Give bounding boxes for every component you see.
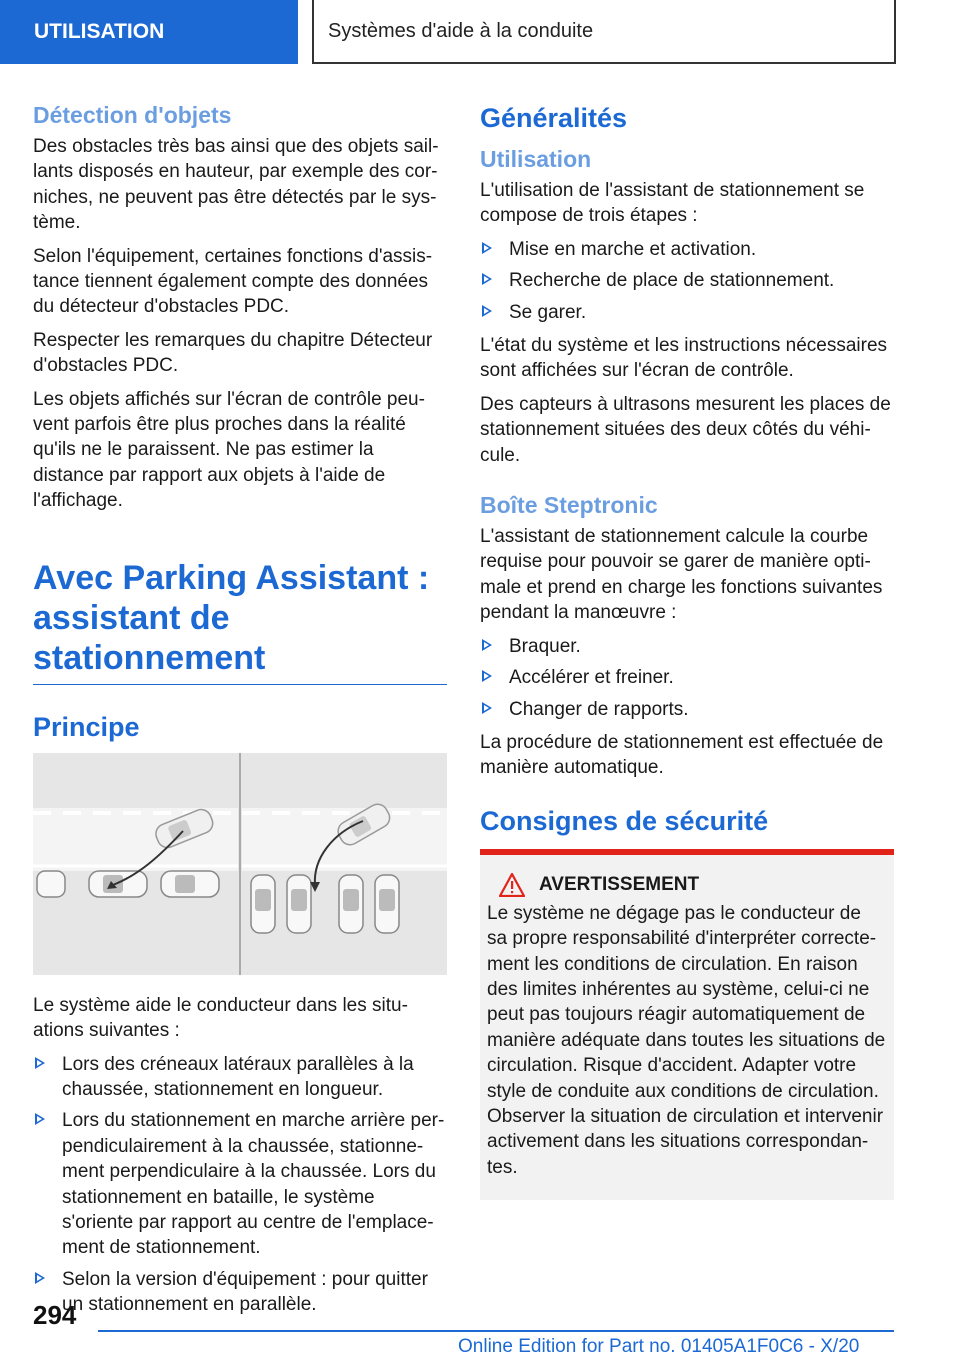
left-column <box>33 100 447 1326</box>
footer-divider <box>98 1330 894 1332</box>
list-item: Braquer. <box>480 634 894 659</box>
usage-list <box>480 237 894 325</box>
bullet-triangle-icon <box>482 670 492 682</box>
parking-illustration <box>33 753 447 975</box>
safety-heading: Consignes de sécurité <box>480 805 769 836</box>
bullet-triangle-icon <box>35 1057 45 1069</box>
footer-edition: Online Edition for Part no. 01405A1F0C6 - X/20 <box>458 1336 860 1357</box>
parking-diagram-icon <box>33 753 447 975</box>
usage-paragraph: L'état du système et les instructions nécessaires sont affichées sur l'écran de contrôle. <box>480 335 888 382</box>
bullet-triangle-icon <box>482 702 492 714</box>
right-column <box>480 100 894 1200</box>
bullet-triangle-icon <box>482 305 492 317</box>
warning-header <box>487 873 886 897</box>
detection-paragraph: Des obstacles très bas ainsi que des objets sail-lants disposés en hauteur, par exemple des cor-niches, ne peuvent pas être détectés par le sys-tème. <box>33 136 439 234</box>
bullet-triangle-icon <box>482 242 492 254</box>
detection-paragraph: Selon l'équipement, certaines fonctions d'assis-tance tiennent également compte des données du détecteur d'obstacles PDC. <box>33 245 433 318</box>
detection-paragraph: Respecter les remarques du chapitre Détecteur d'obstacles PDC. <box>33 329 433 377</box>
steptronic-outro: La procédure de stationnement est effectuée de manière automatique. <box>480 731 884 779</box>
usage-heading: Utilisation <box>480 146 592 172</box>
general-heading: Généralités <box>480 103 628 133</box>
list-item: Se garer. <box>480 300 894 325</box>
warning-triangle-icon <box>499 873 525 897</box>
chapter-header <box>312 0 896 64</box>
section-title: UTILISATION <box>34 20 165 43</box>
principle-list <box>33 1052 447 1318</box>
section-tab <box>0 0 298 64</box>
steptronic-list <box>480 634 894 722</box>
list-item: Mise en marche et activation. <box>480 237 894 262</box>
usage-paragraph: Des capteurs à ultrasons mesurent les places de stationnement situées des deux côtés du véhi-cule. <box>480 393 891 466</box>
principle-intro: Le système aide le conducteur dans les situ-ations suivantes : <box>33 994 408 1042</box>
chapter-title: Systèmes d'aide à la conduite <box>328 19 594 42</box>
usage-intro: L'utilisation de l'assistant de stationnement se compose de trois étapes : <box>480 180 865 227</box>
bullet-triangle-icon <box>482 639 492 651</box>
bullet-triangle-icon <box>482 273 492 285</box>
list-item: Accélérer et freiner. <box>480 665 894 690</box>
list-item: Selon la version d'équipement : pour quitter un stationnement en parallèle. <box>33 1267 447 1318</box>
main-section-heading: Avec Parking Assistant : assistant de stationnement <box>33 558 447 685</box>
principle-heading: Principe <box>33 711 140 742</box>
warning-text: Le système ne dégage pas le conducteur de sa propre responsabilité d'interpréter correcte-ment les conditions de circulation. En raison des limites inhérentes au système, celui-ci ne peut pas toujours réagir automatiquement de manière adéquate dans toutes les situations de circulation. Risque d'accident. Adapter votre style de conduite aux conditions de circulation. Observer la situation de circulation et intervenir activement dans les situations correspondan-tes. <box>487 902 886 1178</box>
bullet-triangle-icon <box>35 1113 45 1125</box>
list-item: Recherche de place de stationnement. <box>480 268 894 293</box>
page-number: 294 <box>33 1300 77 1330</box>
list-item: Lors du stationnement en marche arrière per-pendiculairement à la chaussée, stationne-ment perpendiculaire à la chaussée. Lors du stationnement en bataille, le système s'oriente par rapport au centre de l'emplace-ment de stationnement. <box>33 1108 447 1260</box>
list-item: Changer de rapports. <box>480 697 894 722</box>
detection-paragraph: Les objets affichés sur l'écran de contrôle peu-vent parfois être plus proches dans la réalité qu'ils ne le paraissent. Ne pas estimer la distance par rapport aux objets à l'aide de l'affichage. <box>33 388 425 512</box>
detection-heading: Détection d'objets <box>33 102 232 128</box>
bullet-triangle-icon <box>35 1272 45 1284</box>
steptronic-heading: Boîte Steptronic <box>480 492 658 519</box>
list-item: Lors des créneaux latéraux parallèles à la chaussée, stationnement en longueur. <box>33 1052 447 1103</box>
warning-box <box>480 849 894 1200</box>
warning-title: AVERTISSEMENT <box>539 873 700 895</box>
steptronic-intro: L'assistant de stationnement calcule la courbe requise pour pouvoir se garer de manière opti-male et prend en charge les fonctions suivantes pendant la manœuvre : <box>480 526 883 624</box>
